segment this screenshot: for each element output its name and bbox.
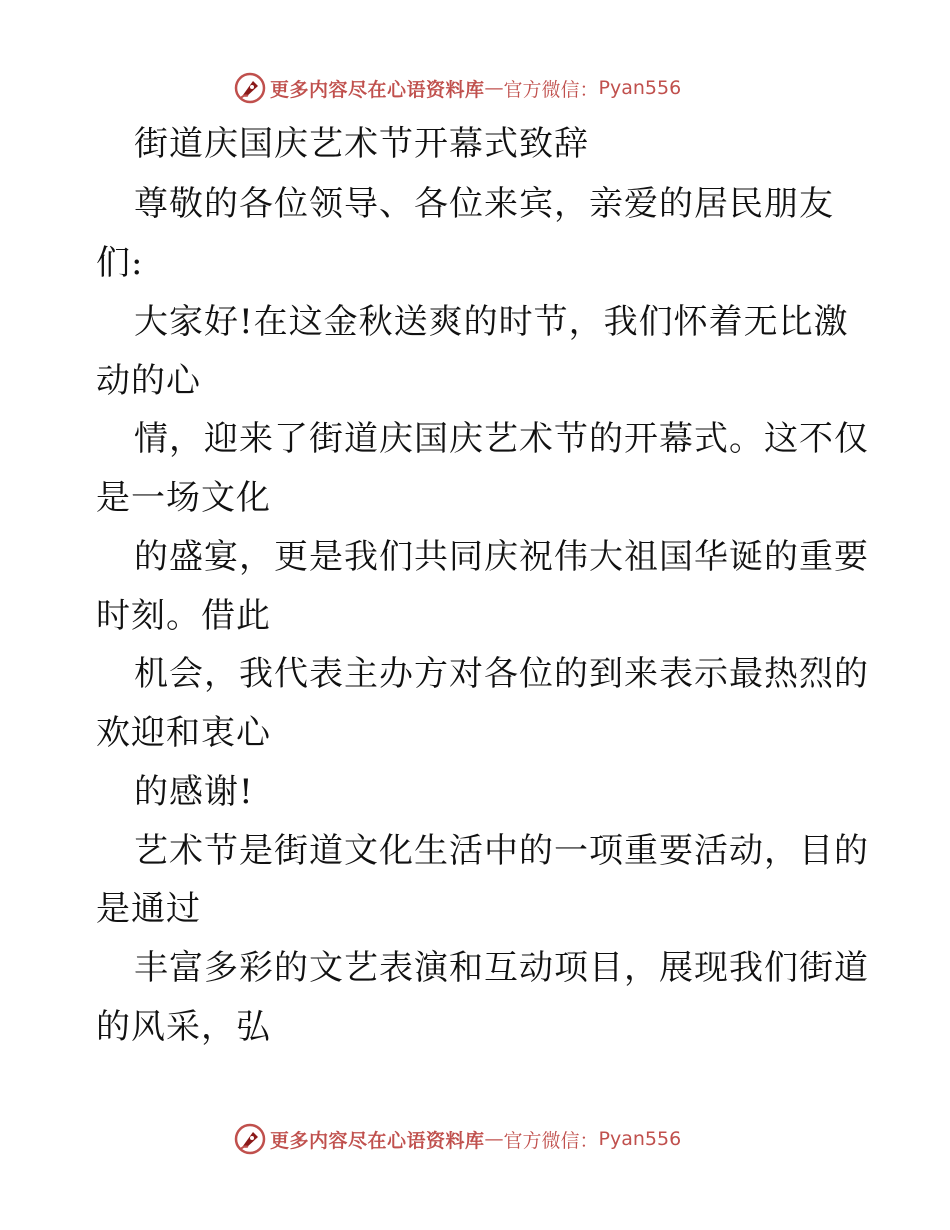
watermark-text: 更多内容尽在心语资料库 <box>270 1129 485 1152</box>
text-line: 的盛宴，更是我们共同庆祝伟大祖国华诞的重要 <box>134 537 869 577</box>
pen-nib-logo-icon <box>234 72 266 104</box>
text-line: 的感谢! <box>134 772 254 812</box>
text-line: 是通过 <box>96 889 201 929</box>
footer-watermark <box>234 1121 754 1157</box>
watermark-wechat-id: Pyan556 <box>598 1128 682 1150</box>
text-line: 机会，我代表主办方对各位的到来表示最热烈的 <box>134 654 869 694</box>
watermark-wechat-label: 官方微信： <box>503 1129 599 1152</box>
text-line: 尊敬的各位领导、各位来宾，亲爱的居民朋友 <box>134 184 834 224</box>
text-line: 欢迎和衷心 <box>96 713 271 753</box>
text-line: 艺术节是街道文化生活中的一项重要活动，目的 <box>134 831 869 871</box>
document-title: 街道庆国庆艺术节开幕式致辞 <box>134 124 589 164</box>
header-watermark <box>234 70 754 106</box>
watermark-separator: — <box>484 77 504 99</box>
text-line: 情，迎来了街道庆国庆艺术节的开幕式。这不仅 <box>134 419 869 459</box>
text-line: 动的心 <box>96 361 201 401</box>
text-line: 是一场文化 <box>96 478 271 518</box>
text-line: 们: <box>96 243 144 283</box>
watermark-text: 更多内容尽在心语资料库 <box>270 78 485 101</box>
watermark-wechat-id: Pyan556 <box>598 77 682 99</box>
watermark-separator: — <box>484 1128 504 1150</box>
text-line: 大家好!在这金秋送爽的时节，我们怀着无比激 <box>134 302 849 342</box>
text-line: 时刻。借此 <box>96 596 271 636</box>
text-line: 的风采，弘 <box>96 1007 271 1047</box>
text-line: 丰富多彩的文艺表演和互动项目，展现我们街道 <box>134 948 869 988</box>
pen-nib-logo-icon <box>234 1123 266 1155</box>
watermark-wechat-label: 官方微信： <box>503 78 599 101</box>
